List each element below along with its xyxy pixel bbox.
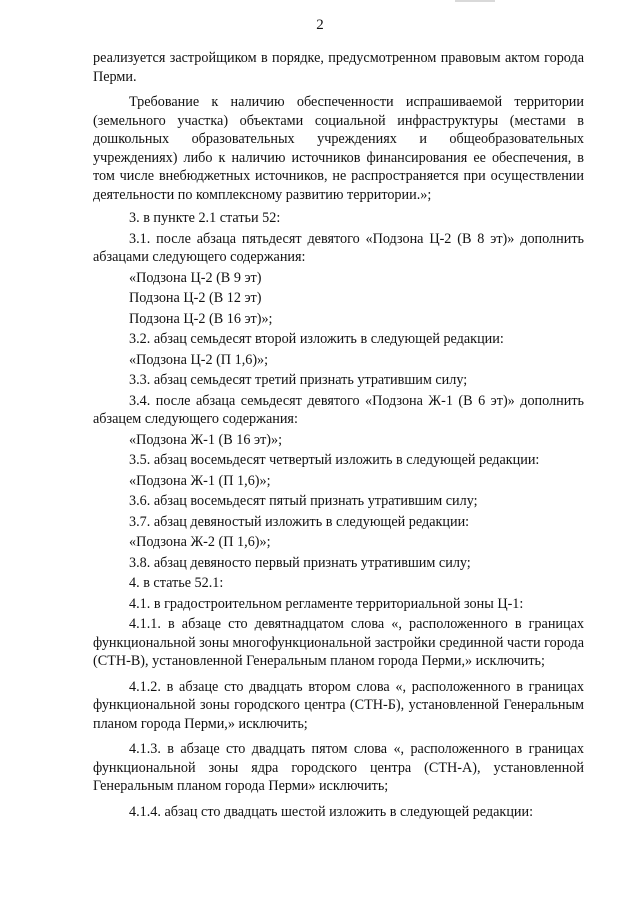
paragraph-15: 3.6. абзац восемьдесят пятый признать утратившим силу; bbox=[129, 493, 478, 509]
paragraph-7: Подзона Ц-2 (В 16 эт)»; bbox=[129, 310, 273, 327]
paragraph-8: 3.2. абзац семьдесят второй изложить в следующей редакции: bbox=[129, 331, 504, 347]
paragraph-24: 4.1.4. абзац сто двадцать шестой изложить в следующей редакции: bbox=[129, 803, 534, 820]
paragraph-9: «Подзона Ц-2 (П 1,6)»; bbox=[129, 351, 269, 368]
paragraph-10: 3.3. абзац семьдесят третий признать утратившим силу; bbox=[129, 372, 468, 388]
paragraph-3: 3. в пункте 2.1 статьи 52: bbox=[129, 210, 281, 226]
paragraph-21: 4.1.1. в абзаце сто девятнадцатом слова «, расположенного в границах функциональной зоны многофункциональной застройки срединной части города (СТН-В), установленной Генеральным планом города Перми,» исключить; bbox=[93, 616, 584, 669]
paragraph-19: 4. в статье 52.1: bbox=[129, 575, 224, 591]
paragraph-16: 3.7. абзац девяностый изложить в следующей редакции: bbox=[129, 513, 470, 530]
page-number: 2 bbox=[316, 17, 324, 33]
paragraph-18: 3.8. абзац девяносто первый признать утратившим силу; bbox=[129, 554, 471, 571]
paragraph-12: «Подзона Ж-1 (В 16 эт)»; bbox=[129, 431, 283, 448]
paragraph-4: 3.1. после абзаца пятьдесят девятого «Подзона Ц-2 (В 8 эт)» дополнить абзацами следующего содержания: bbox=[93, 230, 584, 265]
paragraph-2: Требование к наличию обеспеченности испрашиваемой территории (земельного участка) объектами социальной инфраструктуры (местами в дошкольных образовательных учреждениях и общеобразовательных учреждениях) либо к наличию источников финансирования ее обеспечения, в том числе внебюджетных источников, не распространяется при осуществлении деятельности по комплексному развитию территории.»; bbox=[93, 94, 584, 203]
paragraph-14: «Подзона Ж-1 (П 1,6)»; bbox=[129, 472, 271, 489]
document-body bbox=[93, 49, 584, 821]
paragraph-6: Подзона Ц-2 (В 12 эт) bbox=[129, 290, 262, 306]
paragraph-23: 4.1.3. в абзаце сто двадцать пятом слова «, расположенного в границах функциональной зоны ядра городского центра (СТН-А), установленной Генеральным планом города Перми» исключить; bbox=[93, 741, 584, 794]
paragraph-1: реализуется застройщиком в порядке, предусмотренном правовым актом города Перми. bbox=[93, 50, 584, 85]
paragraph-20: 4.1. в градостроительном регламенте территориальной зоны Ц-1: bbox=[129, 595, 524, 612]
paragraph-17: «Подзона Ж-2 (П 1,6)»; bbox=[129, 534, 271, 550]
paragraph-22: 4.1.2. в абзаце сто двадцать втором слова «, расположенного в границах функциональной зоны городского центра (СТН-Б), установленной Генеральным планом города Перми,» исключить; bbox=[93, 678, 584, 732]
page-edge-mark bbox=[455, 0, 495, 2]
paragraph-11: 3.4. после абзаца семьдесят девятого «Подзона Ж-1 (В 6 эт)» дополнить абзацем следующего содержания: bbox=[93, 392, 584, 427]
paragraph-5: «Подзона Ц-2 (В 9 эт) bbox=[129, 269, 262, 286]
paragraph-13: 3.5. абзац восемьдесят четвертый изложить в следующей редакции: bbox=[129, 452, 540, 468]
